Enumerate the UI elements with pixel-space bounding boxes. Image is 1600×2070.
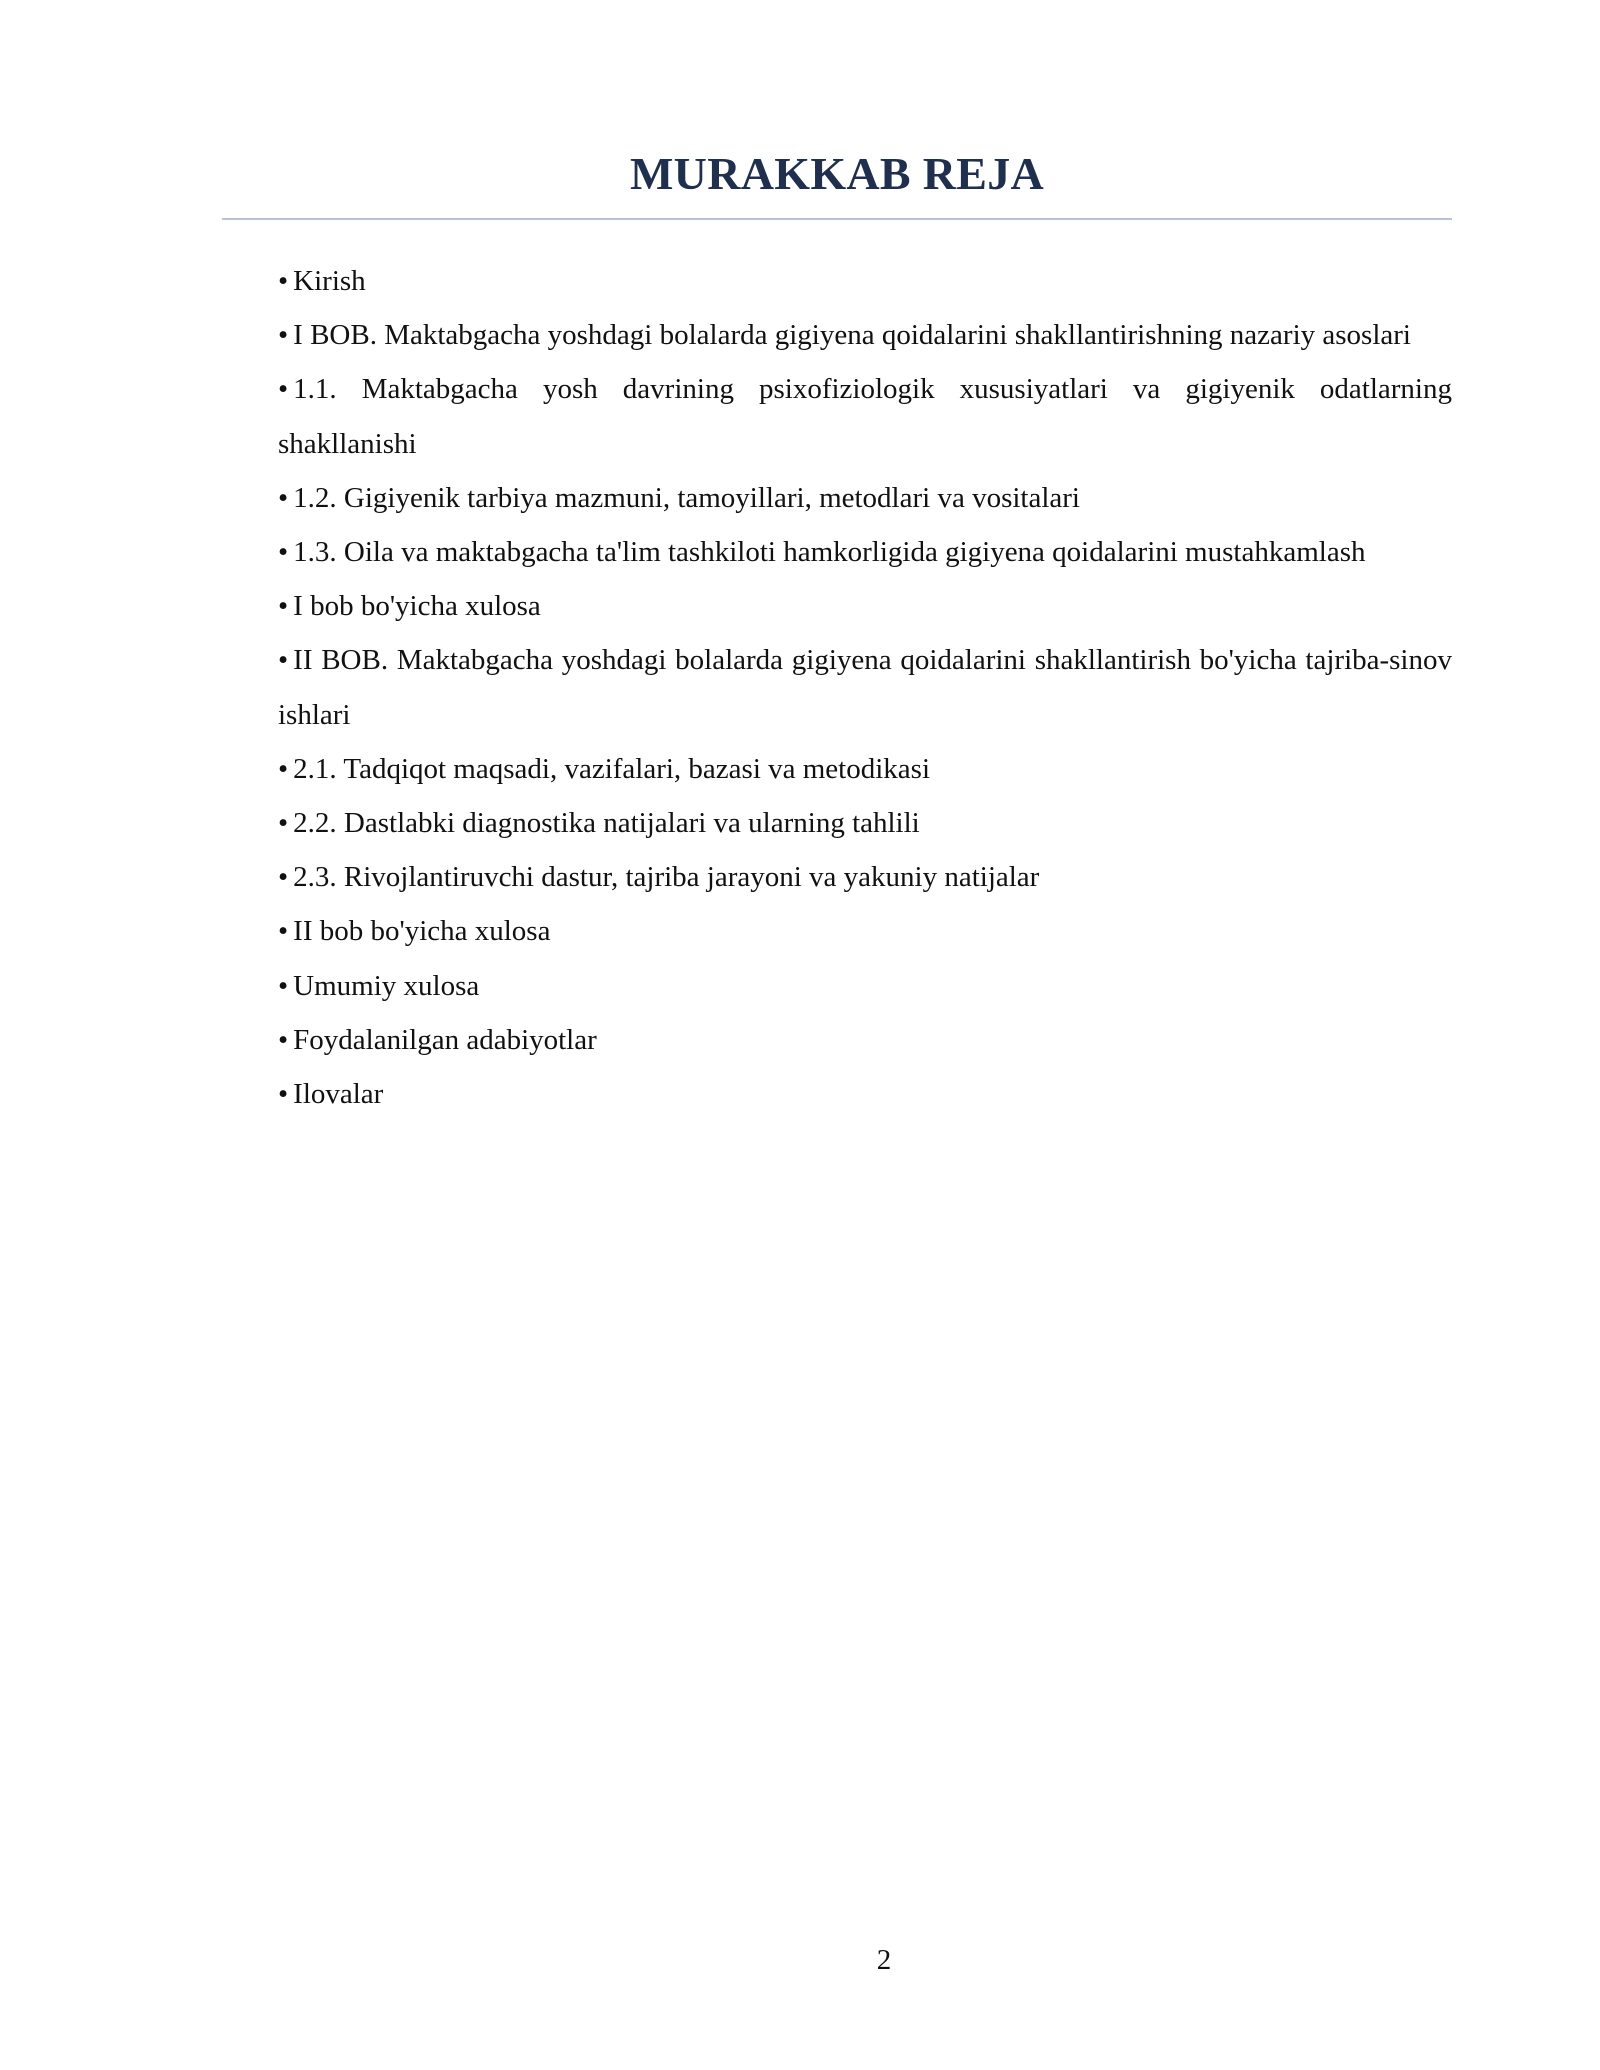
toc-item-section-2-3	[278, 850, 1452, 904]
toc-item-section-1-1	[278, 362, 1452, 470]
bullet-icon: •	[278, 861, 289, 894]
toc-item-label: 1.3. Oila va maktabgacha ta'lim tashkiloti hamkorligida gigiyena qoidalarini mustahkamlash	[293, 536, 1366, 569]
bullet-icon: •	[278, 644, 289, 677]
bullet-icon: •	[278, 319, 289, 352]
toc-item-appendices	[278, 1067, 1452, 1121]
toc-item-label: 1.1. Maktabgacha yosh davrining psixofiziologik xususiyatlari va gigiyenik odatlarning shakllanishi	[278, 373, 1452, 460]
toc-item-section-1-3	[278, 525, 1452, 579]
bullet-icon: •	[278, 481, 289, 514]
toc-item-label: 2.2. Dastlabki diagnostika natijalari va ularning tahlili	[293, 807, 920, 840]
toc-item-label: I bob bo'yicha xulosa	[293, 590, 541, 623]
toc-item-label: II bob bo'yicha xulosa	[293, 915, 551, 948]
bullet-icon: •	[278, 807, 289, 840]
toc-item-label: II BOB. Maktabgacha yoshdagi bolalarda gigiyena qoidalarini shakllantirish bo'yicha tajriba-sinov ishlari	[278, 644, 1452, 731]
bullet-icon: •	[278, 590, 289, 623]
toc-item-introduction	[278, 254, 1452, 308]
toc-item-label: 2.3. Rivojlantiruvchi dastur, tajriba jarayoni va yakuniy natijalar	[293, 861, 1040, 894]
toc-item-chapter-1-conclusion	[278, 579, 1452, 633]
toc-item-references	[278, 1013, 1452, 1067]
toc-item-label: Foydalanilgan adabiyotlar	[293, 1023, 597, 1056]
bullet-icon: •	[278, 969, 289, 1002]
bullet-icon: •	[278, 373, 289, 406]
bullet-icon: •	[278, 1023, 289, 1056]
bullet-icon: •	[278, 915, 289, 948]
toc-item-section-2-2	[278, 796, 1452, 850]
toc-item-section-1-2	[278, 471, 1452, 525]
toc-item-general-conclusion	[278, 959, 1452, 1013]
page-number: 2	[876, 1944, 892, 1976]
toc-item-chapter-1	[278, 308, 1452, 362]
toc-item-chapter-2-conclusion	[278, 904, 1452, 958]
bullet-icon: •	[278, 1078, 289, 1111]
bullet-icon: •	[278, 752, 289, 785]
bullet-icon: •	[278, 536, 289, 569]
toc-item-label: Kirish	[293, 265, 366, 297]
toc-item-label: 2.1. Tadqiqot maqsadi, vazifalari, bazasi va metodikasi	[293, 752, 931, 785]
page-title: MURAKKAB REJA	[629, 148, 1045, 199]
toc-item-label: Ilovalar	[293, 1078, 384, 1111]
toc-item-label: I BOB. Maktabgacha yoshdagi bolalarda gigiyena qoidalarini shakllantirishning nazariy asoslari	[293, 319, 1411, 352]
toc-item-section-2-1	[278, 742, 1452, 796]
toc-item-label: Umumiy xulosa	[293, 969, 480, 1002]
bullet-icon: •	[278, 265, 289, 297]
toc-item-label: 1.2. Gigiyenik tarbiya mazmuni, tamoyillari, metodlari va vositalari	[293, 481, 1080, 514]
table-of-contents	[278, 254, 1452, 1121]
title-divider	[222, 218, 1452, 220]
toc-item-chapter-2	[278, 633, 1452, 741]
